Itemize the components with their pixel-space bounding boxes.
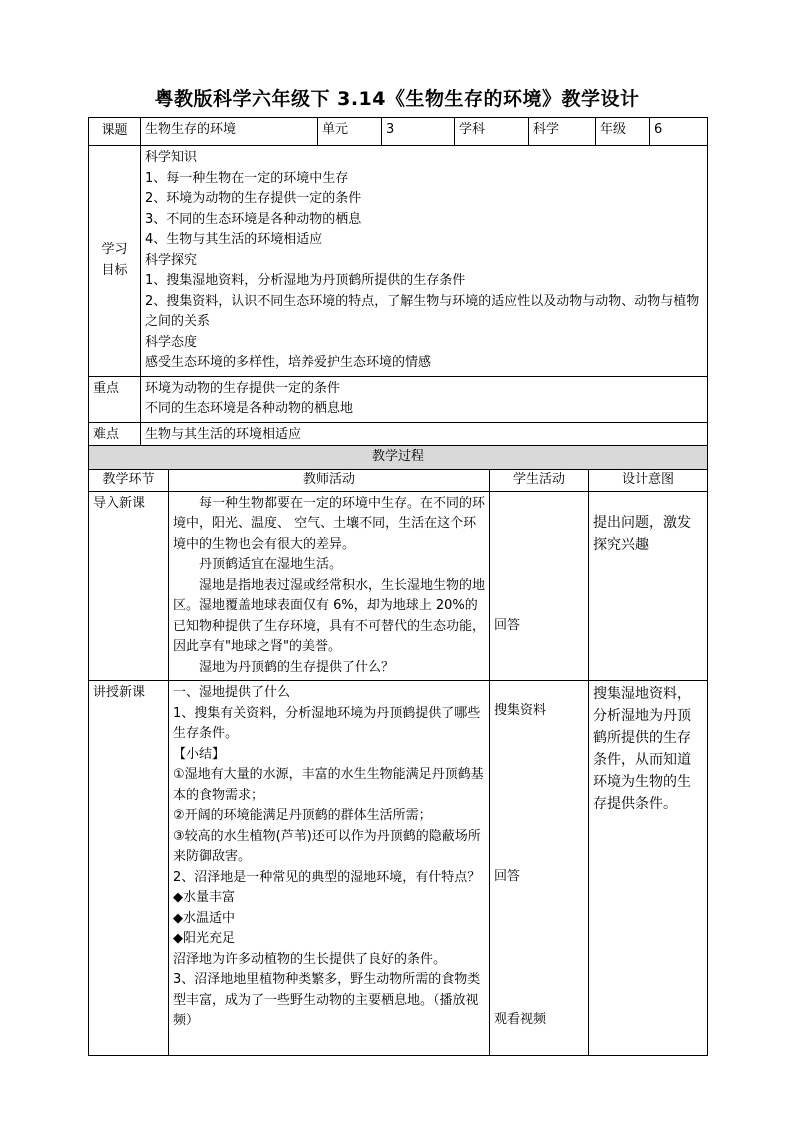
header-student: 学生活动 bbox=[490, 469, 589, 491]
grade-value: 6 bbox=[650, 118, 708, 146]
subject-value: 科学 bbox=[529, 118, 596, 146]
difficult-label: 难点 bbox=[89, 422, 141, 450]
lecture-line: ①湿地有大量的水源，丰富的水生生物能满足丹顶鹤基本的食物需求； bbox=[173, 767, 484, 803]
lecture-line: 一、湿地提供了什么 bbox=[173, 685, 291, 700]
subject-label: 学科 bbox=[455, 118, 529, 146]
lecture-line: ◆水量丰富 bbox=[173, 890, 235, 905]
lecture-line: ◆阳光充足 bbox=[173, 931, 235, 946]
key-line: 环境为动物的生存提供一定的条件 bbox=[145, 380, 341, 396]
goals-line: 1、搜集湿地资料，分析湿地为丹顶鹤所提供的生存条件 bbox=[145, 273, 466, 288]
lecture-student bbox=[490, 681, 589, 1056]
lecture-line: 【小结】 bbox=[173, 746, 226, 762]
goals-line: 2、环境为动物的生存提供一定的条件 bbox=[145, 191, 362, 206]
lecture-teacher bbox=[169, 681, 490, 1056]
key-row bbox=[89, 376, 708, 422]
unit-label: 单元 bbox=[318, 118, 382, 146]
lecture-intent: 搜集湿地资料，分析湿地为丹顶鹤所提供的生存条件，从而知道环境为生物的生存提供条件。 bbox=[589, 681, 708, 1056]
intro-student-text: 回答 bbox=[494, 617, 521, 633]
goals-line: 科学探究 bbox=[145, 252, 198, 268]
process-header-row bbox=[89, 469, 708, 491]
goals-line: 3、不同的生态环境是各种动物的栖息 bbox=[145, 211, 362, 227]
lecture-line: ◆水温适中 bbox=[173, 910, 235, 926]
lecture-line: ③较高的水生植物(芦苇)还可以作为丹顶鹤的隐蔽场所来防御敌害。 bbox=[173, 828, 481, 864]
key-label: 重点 bbox=[89, 376, 141, 422]
lecture-line: 3、沼泽地地里植物种类繁多，野生动物所需的食物类型丰富，成为了一些野生动物的主要栖息地。（播放视频） bbox=[173, 972, 481, 1028]
course-label: 课题 bbox=[89, 118, 141, 146]
key-content bbox=[141, 376, 708, 422]
lecture-stage: 讲授新课 bbox=[89, 681, 169, 1056]
header-stage: 教学环节 bbox=[89, 469, 169, 491]
lecture-student-text: 观看视频 bbox=[494, 1012, 547, 1027]
page-title: 粤教版科学六年级下 3.14《生物生存的环境》教学设计 bbox=[154, 88, 640, 110]
intro-paragraph: 湿地为丹顶鹤的生存提供了什么？ bbox=[199, 659, 395, 675]
header-intent: 设计意图 bbox=[589, 469, 708, 491]
goals-line: 科学知识 bbox=[145, 150, 198, 165]
header-teacher: 教师活动 bbox=[169, 469, 490, 491]
lecture-line: 沼泽地为许多动植物的生长提供了良好的条件。 bbox=[173, 951, 447, 967]
intro-paragraph: 湿地是指地表过湿或经常积水，生长湿地生物的地区。湿地覆盖地球表面仅有 6%，却为地球上 20%的已知物种提供了生存环境，具有不可替代的生态功能，因此享有"地球之肾"的美誉。 bbox=[173, 577, 486, 654]
intro-stage: 导入新课 bbox=[89, 491, 169, 681]
intro-intent: 提出问题，激发探究兴趣 bbox=[589, 491, 708, 681]
process-band-row bbox=[89, 446, 708, 470]
lecture-student-text: 回答 bbox=[494, 868, 521, 884]
course-row bbox=[89, 118, 708, 146]
intro-row bbox=[89, 491, 708, 681]
key-line: 不同的生态环境是各种动物的栖息地 bbox=[145, 401, 354, 416]
lecture-line: 1、搜集有关资料，分析湿地环境为丹顶鹤提供了哪些生存条件。 bbox=[173, 705, 481, 741]
goals-line: 1、每一种生物在一定的环境中生存 bbox=[145, 170, 349, 186]
grade-label: 年级 bbox=[596, 118, 650, 146]
process-band: 教学过程 bbox=[89, 446, 708, 470]
intro-student bbox=[490, 491, 589, 681]
goals-line: 2、搜集资料，认识不同生态环境的特点，了解生物与环境的适应性以及动物与动物、动物与植物之间的关系 bbox=[145, 293, 700, 329]
goals-line: 科学态度 bbox=[145, 334, 198, 350]
course-value: 生物生存的环境 bbox=[141, 118, 318, 146]
process-table bbox=[88, 445, 708, 1056]
goals-line: 感受生态环境的多样性，培养爱护生态环境的情感 bbox=[145, 355, 432, 370]
lecture-line: 2、沼泽地是一种常见的典型的湿地环境，有什特点？ bbox=[173, 869, 481, 885]
goals-row bbox=[89, 146, 708, 377]
goals-line: 4、生物与其生活的环境相适应 bbox=[145, 232, 323, 247]
intro-teacher bbox=[169, 491, 490, 681]
unit-value: 3 bbox=[382, 118, 455, 146]
difficult-content: 生物与其生活的环境相适应 bbox=[141, 422, 708, 450]
intro-paragraph: 丹顶鹤适宜在湿地生活。 bbox=[199, 557, 343, 572]
info-table bbox=[88, 117, 708, 451]
lecture-line: ②开阔的环境能满足丹顶鹤的群体生活所需； bbox=[173, 808, 432, 823]
goals-label: 学习 目标 bbox=[89, 146, 141, 377]
lecture-student-text: 搜集资料 bbox=[494, 703, 547, 718]
goals-content bbox=[141, 146, 708, 377]
lecture-row bbox=[89, 681, 708, 1056]
intro-paragraph: 每一种生物都要在一定的环境中生存。在不同的环境中，阳光、温度、 空气、土壤不同，生活在这个环境中的生物也会有很大的差异。 bbox=[173, 495, 486, 552]
